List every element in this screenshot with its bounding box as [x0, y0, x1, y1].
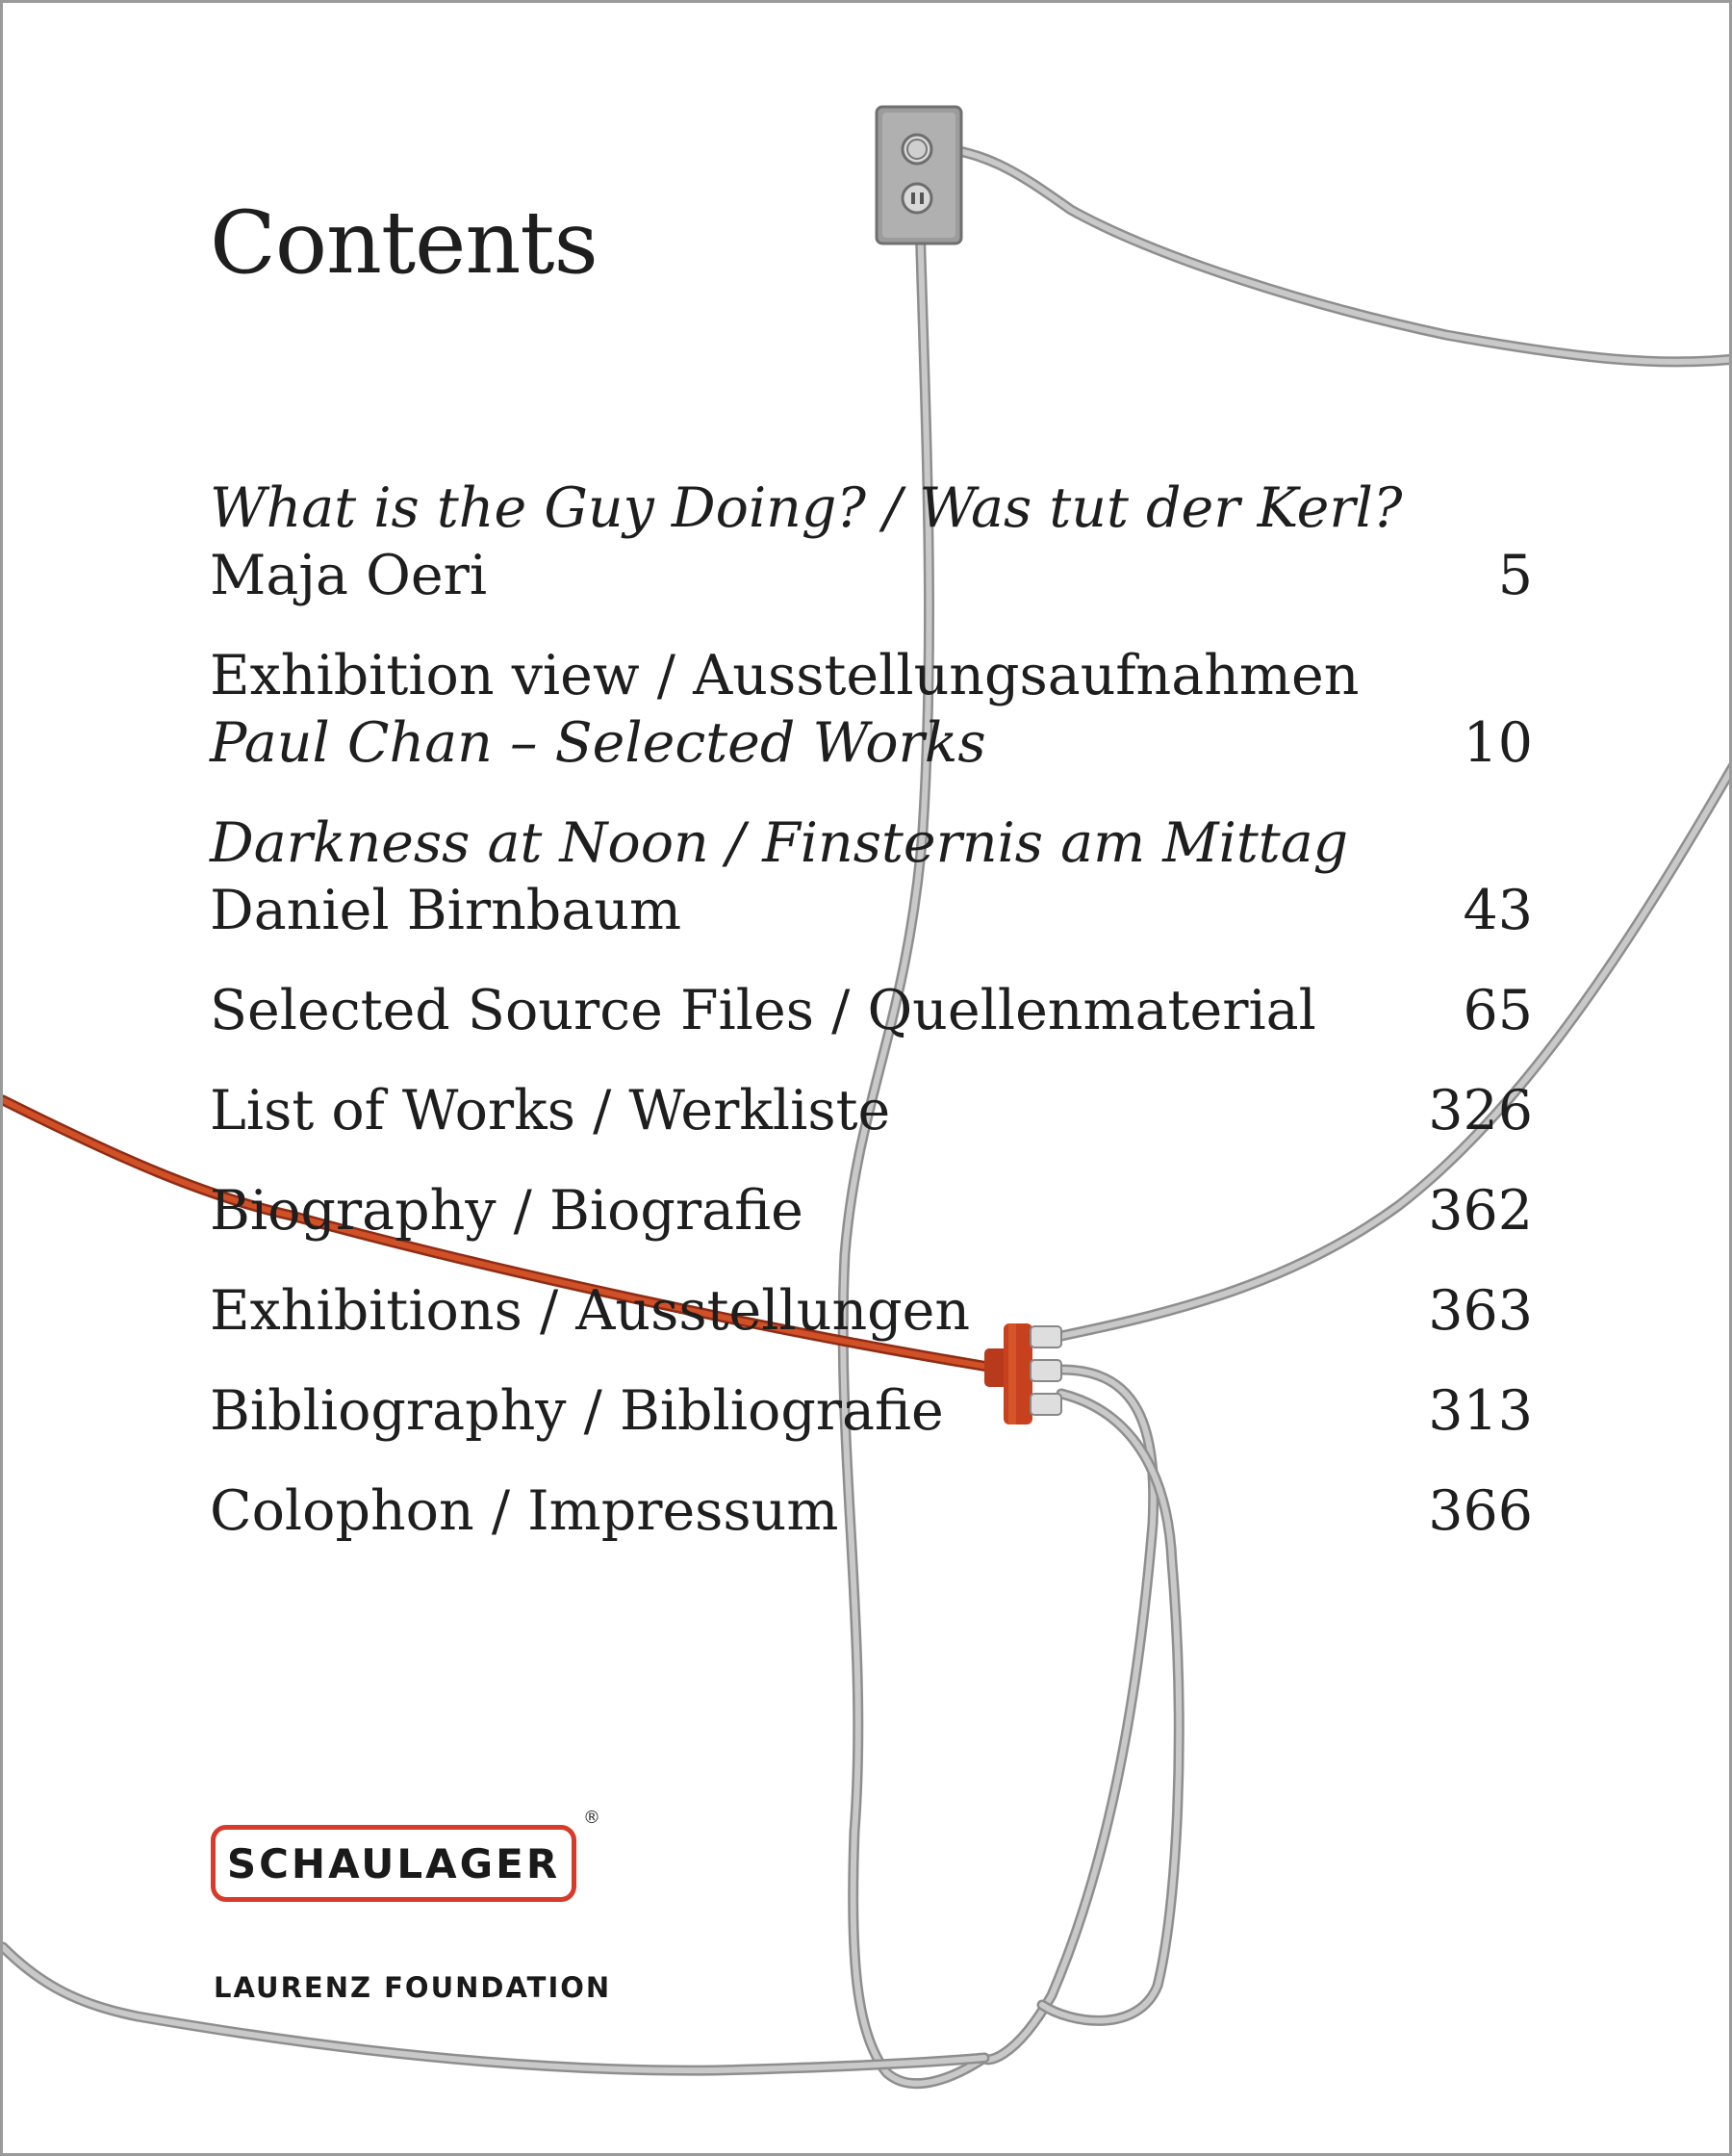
toc-entry[interactable] [210, 1077, 1533, 1144]
toc-entry[interactable] [210, 1377, 1533, 1445]
toc-entry[interactable] [210, 809, 1533, 944]
cable-socket-right [922, 147, 1732, 362]
toc-entry[interactable] [210, 475, 1533, 609]
toc-entry-page: 5 [1497, 544, 1533, 607]
toc-entry-page: 43 [1463, 879, 1533, 942]
toc-entry-author: Maja Oeri [210, 544, 488, 607]
toc-entry-title: Bibliography / Bibliografie [210, 1379, 944, 1443]
wall-socket-icon [877, 107, 961, 244]
page-title: Contents [210, 192, 598, 294]
toc-entry-title: Exhibition view / Ausstellungsaufnahmen [210, 644, 1360, 707]
toc-entry[interactable] [210, 977, 1533, 1044]
toc-entry-page: 65 [1463, 979, 1533, 1042]
toc-entry-page: 10 [1463, 711, 1533, 775]
toc-entry-title: What is the Guy Doing? / Was tut der Kerl? [210, 476, 1403, 540]
toc-entry-page: 326 [1428, 1079, 1533, 1142]
toc-entry[interactable] [210, 1177, 1533, 1245]
toc-entry-page: 363 [1428, 1279, 1533, 1343]
toc-entry-title: Colophon / Impressum [210, 1479, 839, 1543]
cable-bottom-left [3, 1947, 984, 2070]
registered-mark: ® [583, 1808, 600, 1828]
toc-entry-title: List of Works / Werkliste [210, 1079, 891, 1142]
toc-entry-title: Darkness at Noon / Finsternis am Mittag [210, 811, 1349, 875]
toc-entry[interactable] [210, 1277, 1533, 1345]
toc-entry-page: 313 [1428, 1379, 1533, 1443]
schaulager-logo [211, 1825, 576, 1902]
toc-entry-author: Daniel Birnbaum [210, 879, 682, 942]
toc-entry[interactable] [210, 1477, 1533, 1545]
logo-text: SCHAULAGER [226, 1839, 561, 1887]
toc-entry-title: Exhibitions / Ausstellungen [210, 1279, 971, 1343]
toc-entry-page: 366 [1428, 1479, 1533, 1543]
foundation-name: LAURENZ FOUNDATION [214, 1971, 612, 2004]
toc-entry[interactable] [210, 642, 1533, 777]
toc-entry-title: Biography / Biografie [210, 1179, 803, 1243]
toc-entry-subtitle: Paul Chan – Selected Works [210, 711, 986, 775]
toc-entry-title: Selected Source Files / Quellenmaterial [210, 979, 1316, 1042]
table-of-contents [210, 475, 1533, 1578]
toc-entry-page: 362 [1428, 1179, 1533, 1243]
